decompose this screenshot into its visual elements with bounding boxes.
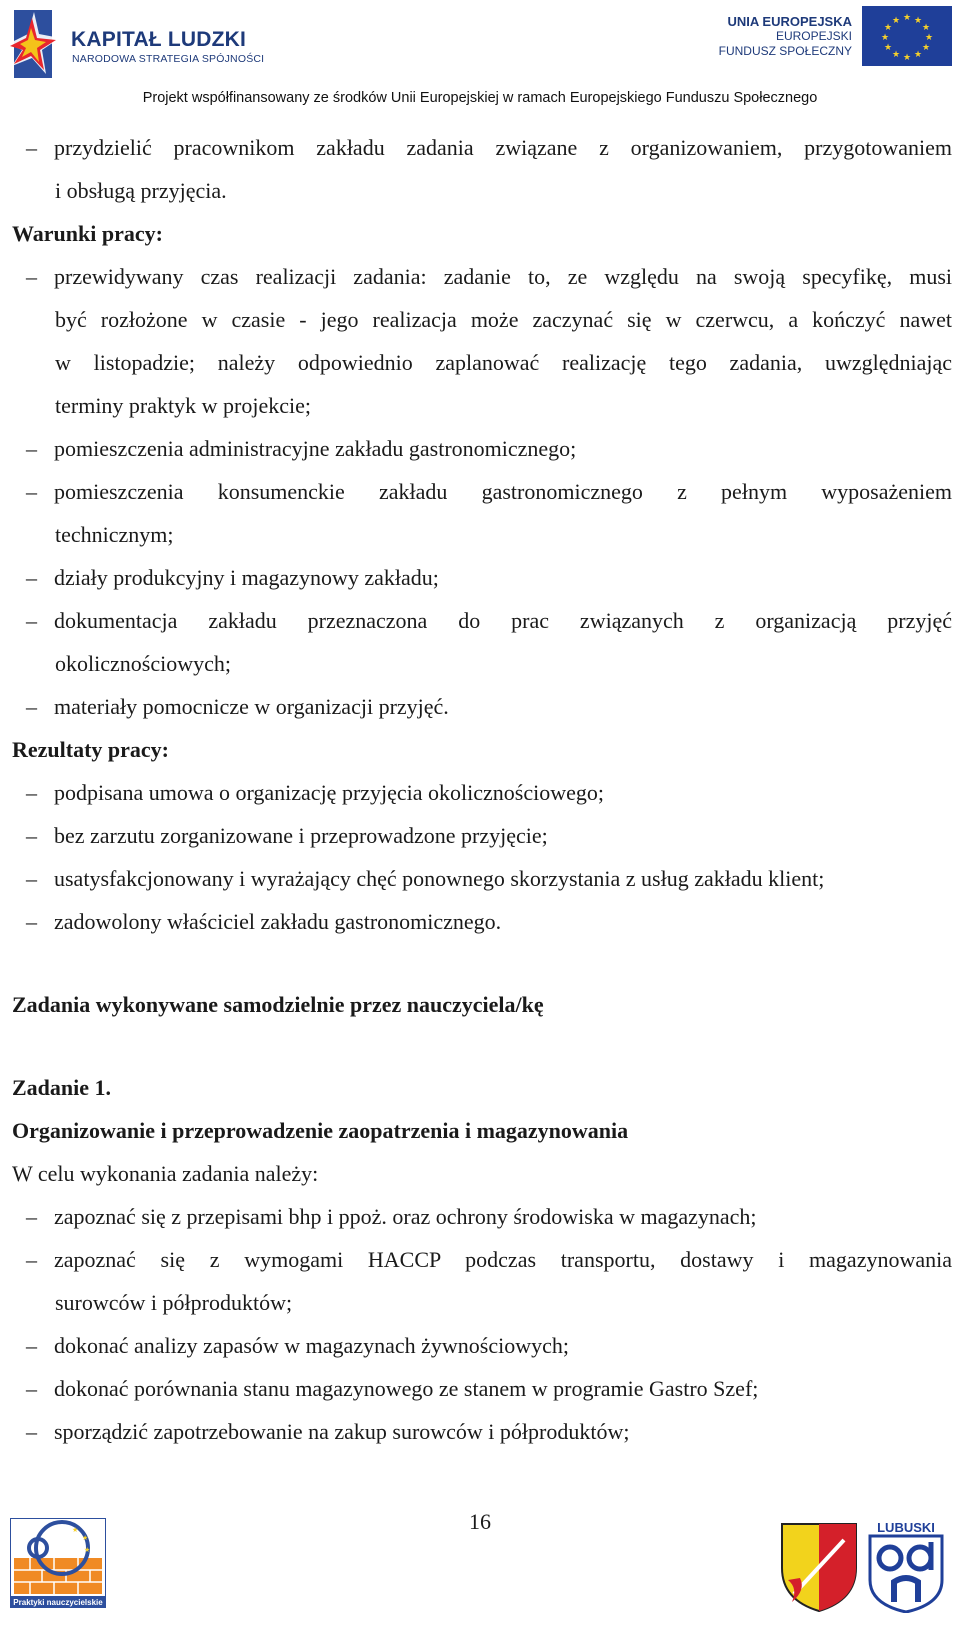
task-item-text: zapoznać się z przepisami bhp i ppoż. oraz ochrony środowiska w magazynach; [54, 1204, 757, 1229]
project-cofinancing-line: Projekt współfinansowany ze środków Unii Europejskiej w ramach Europejskiego Funduszu Społecznego [142, 90, 818, 106]
dash: – [26, 823, 37, 848]
rezultaty-item-3 [12, 857, 952, 900]
dash: – [26, 1333, 37, 1358]
warunki-item-6 [12, 685, 952, 728]
dash: – [26, 1247, 37, 1272]
warunki-item-text: materiały pomocnicze w organizacji przyjęć. [54, 694, 449, 719]
warunki-item-text: pomieszczenia administracyjne zakładu gastronomicznego; [54, 436, 577, 461]
task-item-1 [12, 1195, 952, 1238]
svg-text:★: ★ [924, 33, 934, 43]
intro-bullet-line1 [12, 126, 952, 169]
warunki-item-text: dokumentacja zakładu przeznaczona do prac związanych z organizacją przyjęć [54, 608, 952, 633]
eu-line3: FUNDUSZ SPOŁECZNY [718, 44, 852, 58]
dash: – [26, 1376, 37, 1401]
svg-text:★: ★ [82, 1534, 89, 1542]
kapital-ludzki-logo [6, 4, 266, 84]
dash: – [26, 694, 37, 719]
warunki-item-text: przewidywany czas realizacji zadania: zadanie to, ze względu na swoją specyfikę, musi [54, 264, 952, 289]
svg-text:★: ★ [880, 33, 890, 43]
svg-text:★: ★ [902, 53, 912, 63]
task-item-3 [12, 1324, 952, 1367]
section-title: Zadania wykonywane samodzielnie przez nauczyciela/kę [12, 992, 544, 1017]
svg-text:★: ★ [891, 16, 901, 26]
kl-subtitle: NARODOWA STRATEGIA SPÓJNOŚCI [72, 53, 265, 65]
dash: – [26, 780, 37, 805]
svg-text:★: ★ [883, 23, 893, 33]
intro-bullet-line2: i obsługą przyjęcia. [55, 178, 227, 203]
warunki-item-1-line4: terminy praktyk w projekcie; [55, 393, 311, 418]
coat-of-arms-icon [782, 1524, 856, 1611]
task-item-text: zapoznać się z wymogami HACCP podczas transportu, dostawy i magazynowania [54, 1247, 952, 1272]
spacer [12, 1026, 952, 1066]
intro-bullet-text: przydzielić pracownikom zakładu zadania związane z organizowaniem, przygotowaniem [54, 135, 952, 160]
warunki-item-2 [12, 427, 952, 470]
dash: – [26, 479, 37, 504]
kl-title: KAPITAŁ LUDZKI [71, 28, 247, 51]
warunki-item-1-line3: w listopadzie; należy odpowiednio zaplanować realizację tego zadania, uwzględniając [55, 350, 952, 375]
document-body [12, 126, 952, 1453]
task-item-4 [12, 1367, 952, 1410]
dash: – [26, 264, 37, 289]
rezultaty-item-text: zadowolony właściciel zakładu gastronomicznego. [54, 909, 502, 934]
warunki-item-3-line1 [12, 470, 952, 513]
warunki-item-1-line2: być rozłożone w czasie - jego realizacja może zaczynać się w czerwcu, a kończyć nawet [55, 307, 952, 332]
eu-logo [712, 6, 952, 66]
left-logo-caption: Praktyki nauczycielskie [13, 1598, 103, 1607]
task-title: Organizowanie i przeprowadzenie zaopatrzenia i magazynowania [12, 1118, 629, 1143]
rezultaty-item-2 [12, 814, 952, 857]
page-header [0, 0, 960, 118]
rezultaty-heading: Rezultaty pracy: [12, 737, 170, 762]
eu-line2: EUROPEJSKI [775, 29, 852, 43]
task-item-5 [12, 1410, 952, 1453]
svg-text:★: ★ [921, 43, 931, 53]
eu-line1: UNIA EUROPEJSKA [727, 14, 852, 29]
warunki-item-text: pomieszczenia konsumenckie zakładu gastronomicznego z pełnym wyposażeniem [54, 479, 952, 504]
dash: – [26, 866, 37, 891]
task-item-2-line1 [12, 1238, 952, 1281]
dash: – [26, 909, 37, 934]
eu-flag-icon [862, 6, 952, 66]
svg-text:★: ★ [891, 50, 901, 60]
warunki-item-3-line2: technicznym; [55, 522, 174, 547]
task-number: Zadanie 1. [12, 1075, 112, 1100]
right-logo-text: LUBUSKI [877, 1520, 935, 1535]
dash: – [26, 1419, 37, 1444]
task-item-text: dokonać porównania stanu magazynowego ze stanem w programie Gastro Szef; [54, 1376, 759, 1401]
svg-text:★: ★ [84, 1546, 91, 1554]
task-item-text: dokonać analizy zapasów w magazynach żywnościowych; [54, 1333, 569, 1358]
spacer [12, 943, 952, 983]
warunki-item-5-line2: okolicznościowych; [55, 651, 231, 676]
kapital-ludzki-emblem-icon [6, 4, 66, 82]
dash: – [26, 436, 37, 461]
warunki-item-4 [12, 556, 952, 599]
warunki-item-5-line1 [12, 599, 952, 642]
svg-text:★: ★ [913, 50, 923, 60]
eu-text [719, 14, 852, 59]
rezultaty-item-1 [12, 771, 952, 814]
task-intro: W celu wykonania zadania należy: [12, 1161, 319, 1186]
warunki-item-1-line1 [12, 255, 952, 298]
dash: – [26, 565, 37, 590]
task-item-2-line2: surowców i półproduktów; [55, 1290, 293, 1315]
dash: – [26, 135, 37, 160]
svg-text:★: ★ [72, 1526, 79, 1534]
svg-text:★: ★ [902, 13, 912, 23]
svg-text:★: ★ [913, 16, 923, 26]
dash: – [26, 608, 37, 633]
svg-text:★: ★ [883, 43, 893, 53]
lubuski-odn-logo-icon [870, 1520, 942, 1612]
footer-crest-logos [778, 1518, 948, 1613]
dash: – [26, 1204, 37, 1229]
rezultaty-item-text: bez zarzutu zorganizowane i przeprowadzone przyjęcie; [54, 823, 548, 848]
rezultaty-item-4 [12, 900, 952, 943]
warunki-heading: Warunki pracy: [12, 221, 163, 246]
page-number: 16 [469, 1509, 491, 1534]
warunki-item-text: działy produkcyjny i magazynowy zakładu; [54, 565, 439, 590]
rezultaty-item-text: usatysfakcjonowany i wyrażający chęć ponownego skorzystania z usług zakładu klient; [54, 866, 825, 891]
svg-text:★: ★ [921, 23, 931, 33]
task-item-text: sporządzić zapotrzebowanie na zakup surowców i półproduktów; [54, 1419, 630, 1444]
rezultaty-item-text: podpisana umowa o organizację przyjęcia okolicznościowego; [54, 780, 605, 805]
